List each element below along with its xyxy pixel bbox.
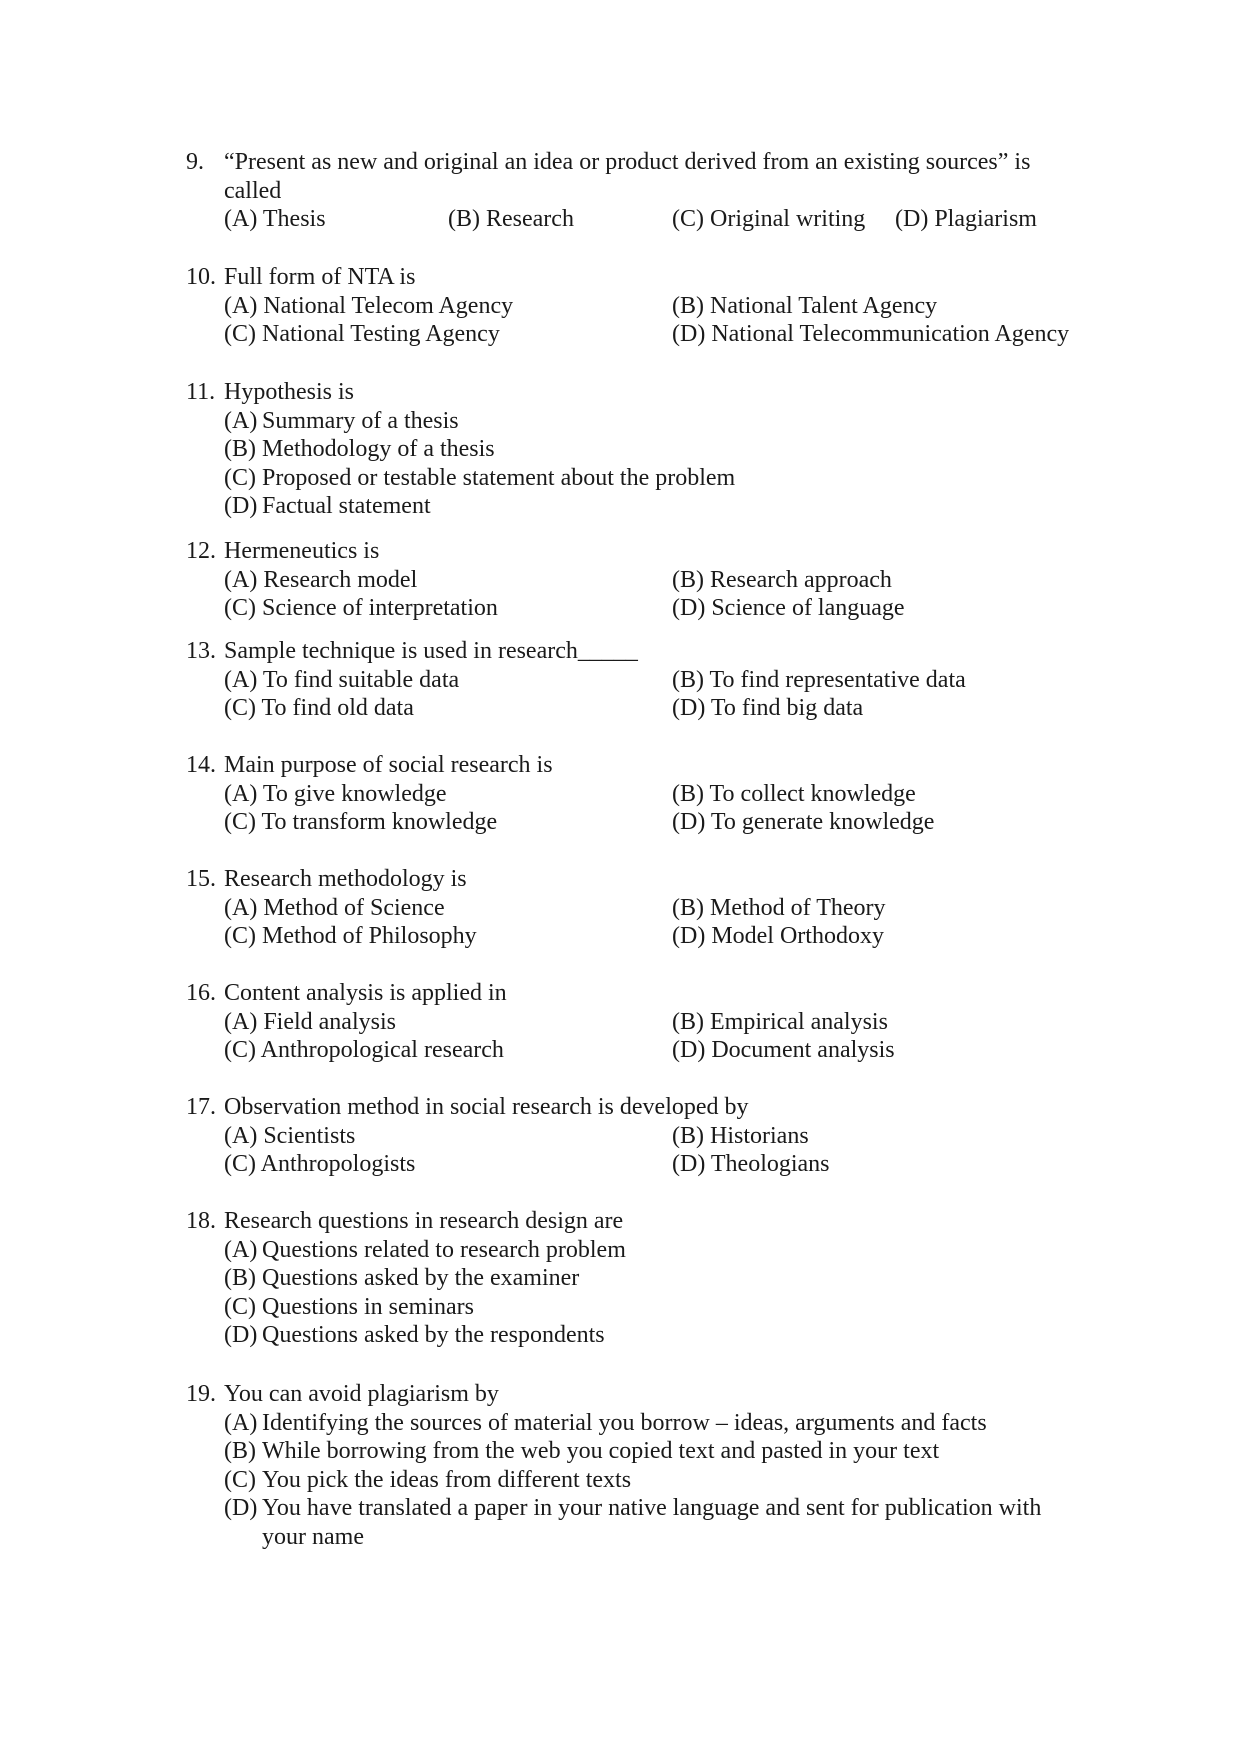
question-18: [186, 1207, 1086, 1350]
question-text: Sample technique is used in research_____: [224, 638, 638, 664]
question-13: [186, 637, 1086, 723]
option-c: [224, 464, 1086, 493]
question-stem: [186, 979, 1086, 1008]
option-c: (C) Anthropological research: [224, 1037, 504, 1063]
question-number: 16.: [186, 980, 216, 1006]
option-b: (B) Method of Theory: [672, 894, 886, 921]
option-a: (A) Research model: [224, 566, 418, 593]
question-19: [186, 1380, 1086, 1551]
option-b: (B) To collect knowledge: [672, 780, 916, 807]
option-a: (A) National Telecom Agency: [224, 292, 514, 319]
option-b: (B) Research: [448, 206, 574, 232]
option-label: (D): [224, 1322, 258, 1348]
option-label: (C): [224, 464, 256, 491]
option-d: [224, 1321, 1086, 1350]
question-14: [186, 751, 1086, 837]
question-stem: [186, 148, 1086, 205]
question-15: [186, 865, 1086, 951]
option-a: (A) Method of Science: [224, 894, 445, 921]
option-a: (A) To give knowledge: [224, 780, 447, 807]
option-label: (D): [224, 493, 258, 519]
question-number: 17.: [186, 1094, 216, 1120]
option-b: (B) Research approach: [672, 566, 892, 593]
option-label: (B): [224, 1438, 256, 1464]
option-label: (C): [224, 1293, 256, 1320]
option-b: (B) To find representative data: [672, 666, 966, 693]
option-d: (D) Theologians: [672, 1151, 830, 1177]
option-c: (C) National Testing Agency: [224, 321, 500, 347]
option-text: Questions asked by the respondents: [262, 1322, 605, 1348]
question-stem: [186, 378, 1086, 407]
option-label: (B): [224, 436, 256, 462]
options: [224, 1236, 1086, 1350]
option-label: (A): [224, 1409, 258, 1436]
option-b: (B) National Talent Agency: [672, 292, 938, 319]
option-text: You pick the ideas from different texts: [262, 1466, 632, 1493]
question-16: [186, 979, 1086, 1065]
option-label: (A): [224, 407, 258, 434]
option-text: Identifying the sources of material you borrow – ideas, arguments and facts: [262, 1409, 987, 1436]
option-label: (B): [224, 1265, 256, 1291]
option-text: Questions asked by the examiner: [262, 1265, 580, 1291]
question-number: 14.: [186, 752, 216, 778]
option-d: (D) Document analysis: [672, 1037, 895, 1063]
option-c: [224, 1293, 1086, 1322]
option-d: (D) National Telecommunication Agency: [672, 321, 1070, 347]
options: [224, 894, 1086, 951]
question-text: You can avoid plagiarism by: [224, 1381, 499, 1407]
question-11: [186, 378, 1086, 521]
option-label: (C): [224, 1466, 256, 1493]
option-a: [224, 1409, 1086, 1438]
option-d: [224, 492, 1086, 521]
question-9: [186, 148, 1086, 234]
question-stem: [186, 865, 1086, 894]
option-c: (C) Anthropologists: [224, 1151, 416, 1177]
option-a: (A) Field analysis: [224, 1008, 396, 1035]
option-label: (A): [224, 1236, 258, 1263]
option-text: You have translated a paper in your native language and sent for publication with your name: [262, 1495, 1042, 1550]
question-12: [186, 537, 1086, 623]
options: [224, 1122, 1086, 1179]
options: [224, 1409, 1086, 1552]
question-stem: [186, 537, 1086, 566]
question-text: Hermeneutics is: [224, 538, 380, 564]
question-number: 9.: [186, 149, 204, 175]
question-text: Observation method in social research is developed by: [224, 1094, 749, 1120]
question-text: Research methodology is: [224, 866, 467, 892]
question-number: 12.: [186, 538, 216, 564]
option-a: (A) Scientists: [224, 1122, 356, 1149]
options: [224, 1008, 1086, 1065]
option-a: [224, 407, 1086, 436]
option-label: (D): [224, 1495, 258, 1521]
option-d: (D) Plagiarism: [895, 206, 1037, 232]
option-b: [224, 1437, 1086, 1466]
question-10: [186, 263, 1086, 349]
option-text: Summary of a thesis: [262, 407, 459, 434]
question-number: 13.: [186, 638, 216, 664]
option-d: (D) Model Orthodoxy: [672, 923, 884, 949]
option-text: While borrowing from the web you copied text and pasted in your text: [262, 1438, 940, 1464]
options: [224, 780, 1086, 837]
option-a: (A) Thesis: [224, 206, 326, 232]
option-d: (D) Science of language: [672, 595, 905, 621]
options: [224, 666, 1086, 723]
question-stem: [186, 751, 1086, 780]
option-c: (C) To find old data: [224, 695, 414, 721]
question-text: Research questions in research design are: [224, 1208, 624, 1234]
question-stem: [186, 637, 1086, 666]
option-d: [224, 1494, 1086, 1551]
option-text: Methodology of a thesis: [262, 436, 495, 462]
option-a: [224, 1236, 1086, 1265]
question-number: 10.: [186, 264, 216, 290]
option-text: Questions in seminars: [262, 1293, 474, 1320]
question-17: [186, 1093, 1086, 1179]
option-text: Proposed or testable statement about the problem: [262, 464, 736, 491]
option-c: (C) Original writing: [672, 206, 866, 232]
question-number: 18.: [186, 1208, 216, 1234]
question-stem: [186, 1093, 1086, 1122]
option-text: Factual statement: [262, 493, 431, 519]
options: [224, 292, 1086, 349]
question-stem: [186, 263, 1086, 292]
option-b: (B) Empirical analysis: [672, 1008, 888, 1035]
option-b: [224, 435, 1086, 464]
option-text: Questions related to research problem: [262, 1236, 626, 1263]
question-number: 11.: [186, 379, 216, 405]
question-stem: [186, 1380, 1086, 1409]
question-text: “Present as new and original an idea or product derived from an existing sources” is called: [224, 149, 1031, 204]
question-text: Hypothesis is: [224, 379, 355, 405]
option-b: (B) Historians: [672, 1122, 809, 1149]
option-d: (D) To find big data: [672, 695, 864, 721]
question-text: Full form of NTA is: [224, 264, 416, 290]
option-d: (D) To generate knowledge: [672, 809, 935, 835]
option-a: (A) To find suitable data: [224, 666, 460, 693]
question-text: Main purpose of social research is: [224, 752, 553, 778]
option-c: (C) Method of Philosophy: [224, 923, 477, 949]
option-c: (C) To transform knowledge: [224, 809, 498, 835]
option-b: [224, 1264, 1086, 1293]
question-text: Content analysis is applied in: [224, 980, 507, 1006]
option-c: (C) Science of interpretation: [224, 595, 498, 621]
options: [224, 407, 1086, 521]
option-c: [224, 1466, 1086, 1495]
question-number: 19.: [186, 1381, 216, 1407]
question-number: 15.: [186, 866, 216, 892]
question-stem: [186, 1207, 1086, 1236]
options: [224, 205, 1086, 234]
options: [224, 566, 1086, 623]
